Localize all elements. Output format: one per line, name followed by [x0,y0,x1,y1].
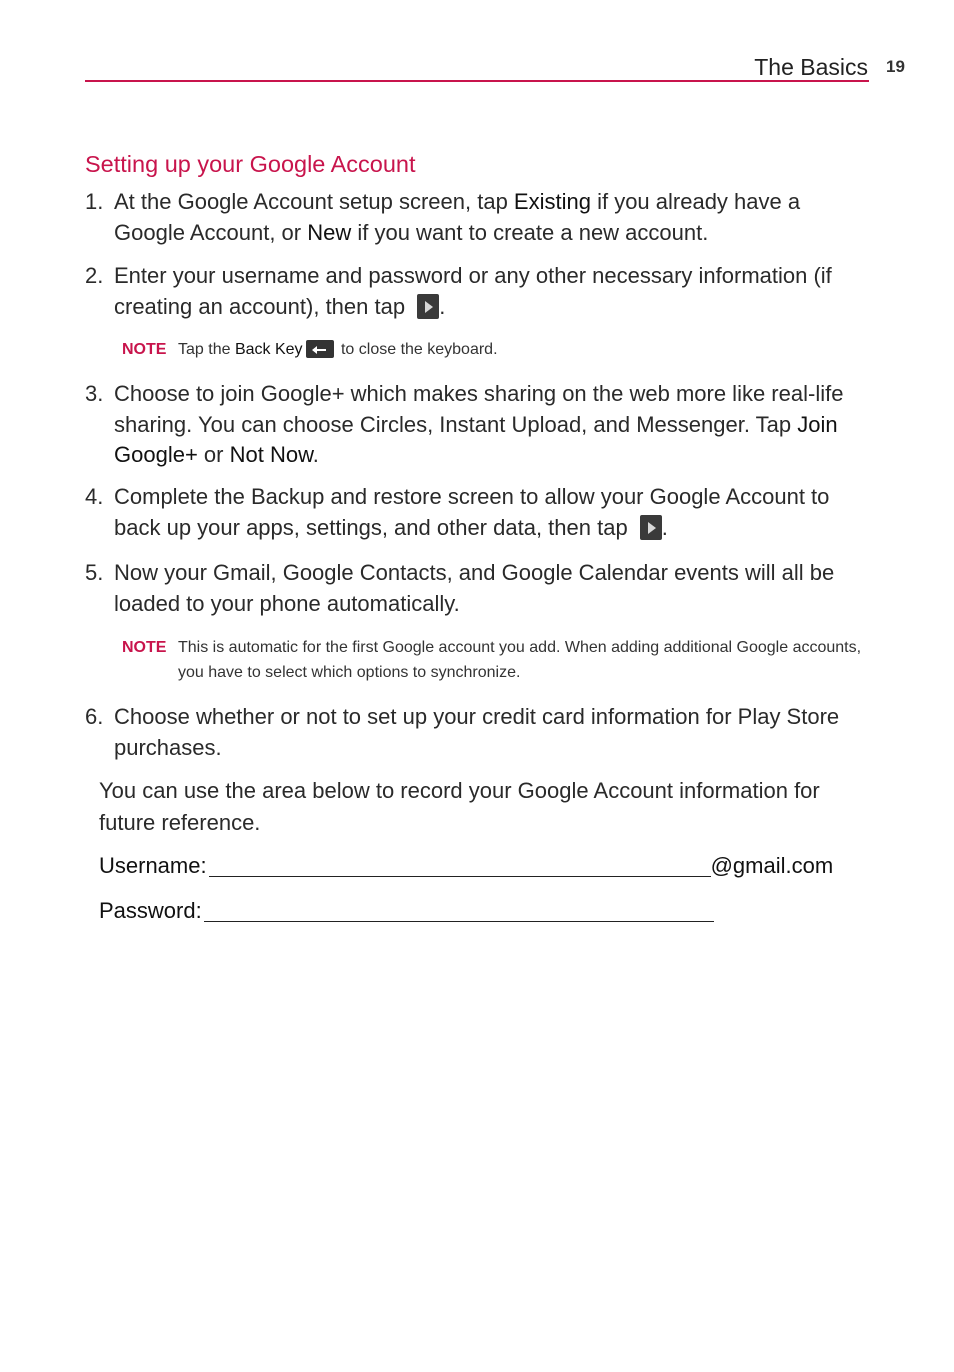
keyword-not-now: Not Now [229,442,313,467]
username-blank-line [209,854,711,877]
back-key-icon [306,340,334,358]
step-1 [85,187,875,248]
username-record-field [99,853,833,879]
username-suffix: @gmail.com [710,853,834,878]
note-label: NOTE [122,341,167,358]
record-info-paragraph: You can use the area below to record your Google Account information for future reference. [99,778,820,835]
password-blank-line [204,899,714,922]
step-text: Enter your username and password or any other necessary information (if creating an account), then tap . [114,263,832,319]
step-text: Choose whether or not to set up your credit card information for Play Store purchases. [114,704,840,760]
keyword-existing: Existing [513,189,591,214]
play-arrow-icon [640,515,662,540]
keyword-back-key: Back Key [234,341,303,358]
step-text: At the Google Account setup screen, tap Existing if you already have a Google Account, or New if you want to create a new account. [114,189,801,245]
step-text: Now your Gmail, Google Contacts, and Google Calendar events will all be loaded to your phone automatically. [114,560,835,616]
step-number: 4. [85,484,104,509]
note-back-key [122,337,498,362]
step-2 [85,261,875,322]
note-label: NOTE [122,639,167,656]
step-number: 3. [85,381,104,406]
play-arrow-icon [417,294,439,319]
section-title: Setting up your Google Account [85,151,416,177]
step-number: 6. [85,704,104,729]
password-record-field [99,898,714,924]
step-text: Complete the Backup and restore screen to allow your Google Account to back up your apps, settings, and other data, then tap . [114,484,830,540]
step-6 [85,702,875,763]
note-automatic-sync [122,635,862,685]
step-text: Choose to join Google+ which makes sharing on the web more like real-life sharing. You can choose Circles, Instant Upload, and Messenger. Tap Join Google+ or Not Now. [114,381,844,467]
note-text: Tap the Back Key to close the keyboard. [178,341,498,358]
page-header-title: The Basics [754,54,868,80]
step-number: 2. [85,263,104,288]
keyword-new: New [307,219,352,245]
username-label: Username: [99,853,207,878]
step-4 [85,482,875,543]
step-number: 1. [85,189,104,214]
keyword-join-google: Join Google+ [114,411,838,467]
page-number: 19 [886,57,905,76]
password-label: Password: [99,898,202,923]
header-divider [85,80,869,82]
step-number: 5. [85,560,104,585]
step-5 [85,558,875,619]
note-text: This is automatic for the first Google account you add. When adding additional Google accounts, you have to select which options to synchronize. [178,639,862,681]
step-3 [85,379,875,471]
